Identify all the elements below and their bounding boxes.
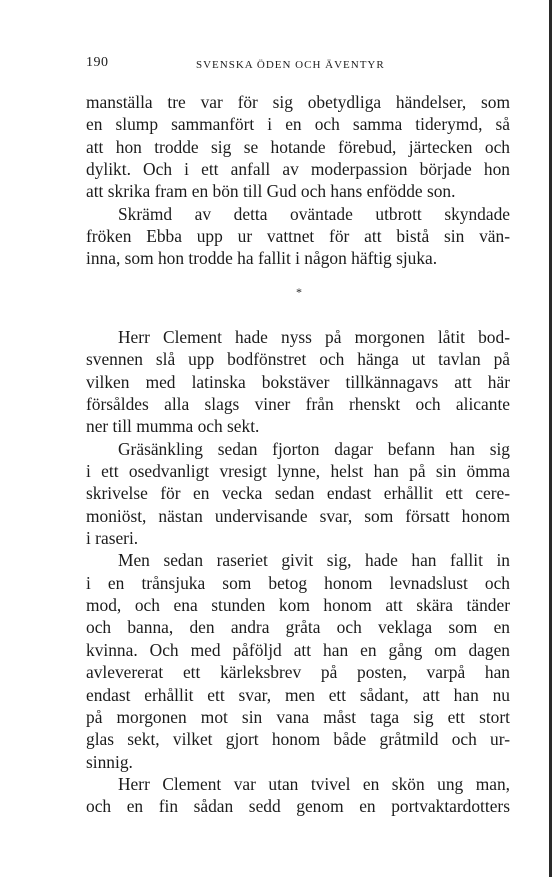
text-line: avlevererat ett kärleksbrev på posten, varpå han	[86, 662, 510, 683]
text-line: skrivelse för en vecka sedan endast erhållit ett cere-	[86, 483, 510, 504]
section-separator: *	[296, 285, 302, 299]
text-line: mod, och ena stunden kom honom att skära tänder	[86, 595, 510, 616]
text-line: glas sekt, vilket gjort honom både gråtmild och ur-	[86, 729, 510, 750]
paragraph-block-1	[86, 91, 510, 270]
text-line: i raseri.	[86, 528, 139, 549]
text-line: i ett osedvanligt vresigt lynne, helst han på sin ömma	[86, 461, 510, 482]
text-line: en slump sammanfört i en och samma tiderymd, så	[86, 114, 510, 135]
text-line: att skrika fram en bön till Gud och hans enfödde son.	[86, 181, 456, 202]
text-line: Herr Clement hade nyss på morgonen låtit bod-	[118, 327, 510, 347]
text-line: och en fin sådan sedd genom en portvaktardotters	[86, 796, 510, 817]
running-title: SVENSKA ÖDEN OCH ÄVENTYR	[196, 59, 385, 71]
text-line: Herr Clement var utan tvivel en skön ung man,	[118, 773, 510, 794]
text-line: och banna, den andra gråta och veklaga som en	[86, 617, 510, 638]
text-line: ner till mumma och sekt.	[86, 416, 260, 437]
text-line: försåldes alla slags viner från rhenskt och alicante	[86, 394, 510, 415]
text-line: moniöst, nästan undervisande svar, som försatt honom	[86, 505, 510, 526]
text-line: att hon trodde sig se hotande förebud, järtecken och	[86, 136, 510, 157]
text-line: vilken med latinska bokstäver tillkännagavs att här	[86, 371, 510, 392]
text-line: endast erhållit ett svar, men ett sådant, att han nu	[86, 684, 510, 705]
text-line: dylikt. Och i ett anfall av moderpassion började hon	[86, 159, 510, 180]
text-line: Men sedan raseriet givit sig, hade han fallit in	[118, 550, 510, 571]
text-line: i en trånsjuka som betog honom levnadslust och	[86, 572, 510, 593]
text-line: på morgonen mot sin vana måst taga sig ett stort	[86, 706, 510, 727]
text-line: svennen slå upp bodfönstret och hänga ut tavlan på	[86, 349, 510, 370]
paragraph-block-2	[86, 326, 510, 818]
text-line: inna, som hon trodde ha fallit i någon häftig sjuka.	[86, 248, 438, 269]
text-line: Skrämd av detta oväntade utbrott skyndade	[118, 203, 510, 224]
page-number: 190	[86, 55, 109, 70]
text-line: Gräsänkling sedan fjorton dagar befann han sig	[118, 438, 510, 459]
text-line: sinnig.	[86, 751, 133, 772]
text-line: manställa tre var för sig obetydliga händelser, som	[86, 92, 510, 112]
text-line: fröken Ebba upp ur vattnet för att bistå sin vän-	[86, 226, 510, 247]
text-line: kvinna. Och med påföljd att han en gång om dagen	[86, 639, 510, 660]
